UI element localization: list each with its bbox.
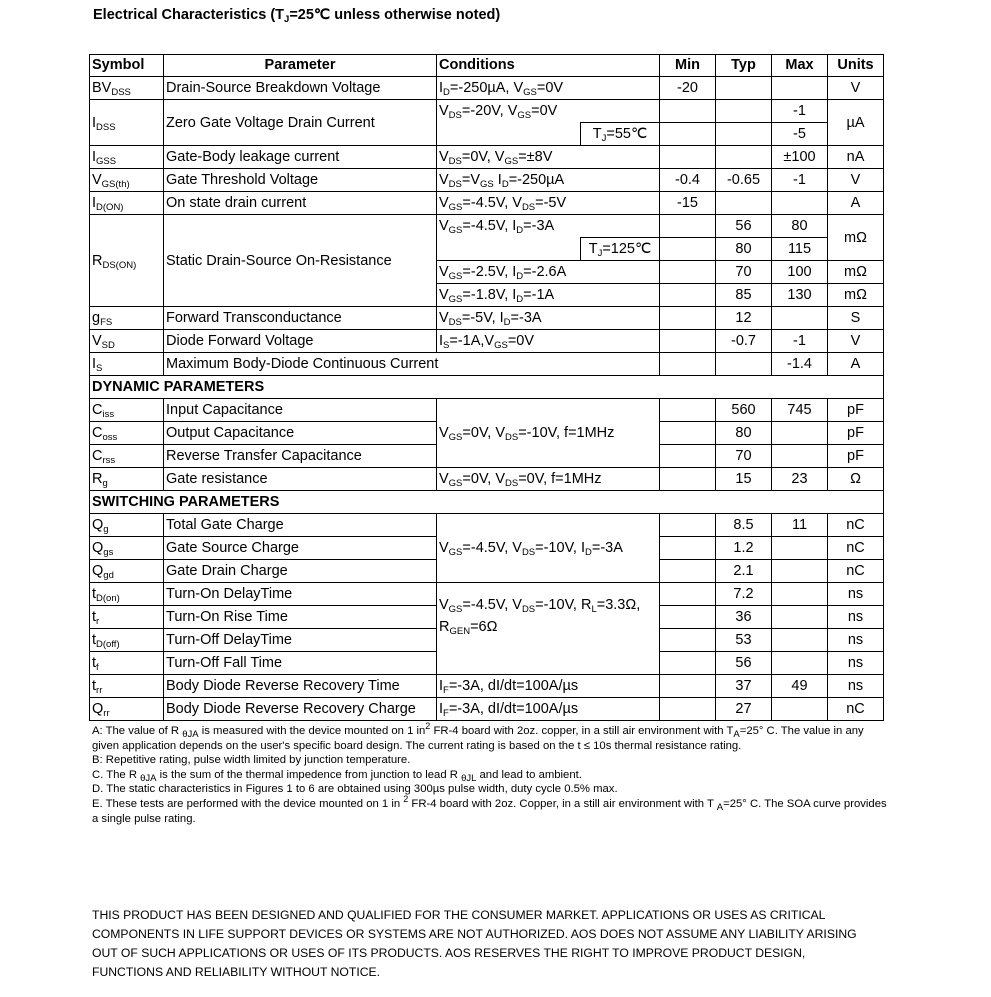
symbol: $C_{oss}$ [90, 422, 164, 445]
min [660, 583, 716, 606]
table-row [90, 399, 884, 422]
parameter: Gate Threshold Voltage [164, 169, 437, 192]
min [660, 238, 716, 261]
conditions: $V_{GS}=-4.5V$, $I_D=-3A$ [437, 215, 660, 238]
typ: 560 [716, 399, 772, 422]
min [660, 445, 716, 468]
parameter: Gate-Body leakage current [164, 146, 437, 169]
parameter: Gate Source Charge [164, 537, 437, 560]
units: ns [828, 583, 884, 606]
min: -0.4 [660, 169, 716, 192]
typ: 80 [716, 238, 772, 261]
table-row [90, 307, 884, 330]
units: A [828, 192, 884, 215]
units: ns [828, 652, 884, 675]
header-max: Max [772, 55, 828, 77]
symbol: $R_g$ [90, 468, 164, 491]
parameter: Body Diode Reverse Recovery Charge [164, 698, 437, 721]
max [772, 698, 828, 721]
max [772, 606, 828, 629]
units: V [828, 77, 884, 100]
max: 23 [772, 468, 828, 491]
parameter: Reverse Transfer Capacitance [164, 445, 437, 468]
min [660, 468, 716, 491]
units: pF [828, 422, 884, 445]
max: 745 [772, 399, 828, 422]
electrical-characteristics-table [89, 54, 884, 721]
parameter: Turn-On DelayTime [164, 583, 437, 606]
conditions: $V_{GS}=-4.5V$, $V_{DS}=-5V$ [437, 192, 660, 215]
max [772, 560, 828, 583]
typ [716, 100, 772, 123]
footnote: D. The static characteristics in Figures 1 to 6 are obtained using 300µs pulse width, duty cycle 0.5% max. [92, 783, 618, 796]
conditions: $V_{DS}=-20V$, $V_{GS}=0V$ [437, 100, 660, 123]
symbol: $I_S$ [90, 353, 164, 376]
typ: 53 [716, 629, 772, 652]
typ: 8.5 [716, 514, 772, 537]
conditions: $I_D=-250\mu A$, $V_{GS}=0V$ [437, 77, 660, 100]
min [660, 100, 716, 123]
parameter: Turn-Off DelayTime [164, 629, 437, 652]
units: ns [828, 606, 884, 629]
conditions-temp: $T_J=55℃$ [581, 123, 660, 146]
symbol: $C_{iss}$ [90, 399, 164, 422]
max [772, 422, 828, 445]
parameter: Static Drain-Source On-Resistance [164, 215, 437, 307]
units: pF [828, 445, 884, 468]
symbol: $BV_{DSS}$ [90, 77, 164, 100]
max: -1 [772, 330, 828, 353]
conditions: $V_{GS}=-1.8V$, $I_D=-1A$ [437, 284, 660, 307]
table-row [90, 675, 884, 698]
units: ns [828, 629, 884, 652]
section-row [90, 491, 884, 514]
table-row [90, 146, 884, 169]
typ: 27 [716, 698, 772, 721]
parameter: Drain-Source Breakdown Voltage [164, 77, 437, 100]
header-symbol: Symbol [90, 55, 164, 77]
parameter: Forward Transconductance [164, 307, 437, 330]
min [660, 284, 716, 307]
max: 49 [772, 675, 828, 698]
typ: -0.7 [716, 330, 772, 353]
conditions: $V_{GS}=-4.5V$, $V_{DS}=-10V$, $R_L=3.3\Omega$, $R_{GEN}=6\Omega$ [437, 583, 660, 675]
symbol: $t_f$ [90, 652, 164, 675]
header-parameter: Parameter [164, 55, 437, 77]
max [772, 307, 828, 330]
units: S [828, 307, 884, 330]
typ: 56 [716, 215, 772, 238]
typ: 12 [716, 307, 772, 330]
typ: 70 [716, 445, 772, 468]
symbol: $I_{GSS}$ [90, 146, 164, 169]
disclaimer-line: COMPONENTS IN LIFE SUPPORT DEVICES OR SYSTEMS ARE NOT AUTHORIZED. AOS DOES NOT ASSUME ANY LIABILITY ARISING [92, 927, 857, 941]
footnote: A: The value of R $_{\theta JA}$ is measured with the device mounted on 1 $in^2$ FR-4 board with 2oz. copper, in a still air environment with $T_A=25^\circ$ C. The value in any given application depends on the user's specific board design. The current rating is based on the t ≤ 10s thermal resistance rating. [92, 721, 864, 752]
parameter: Turn-Off Fall Time [164, 652, 437, 675]
units: V [828, 169, 884, 192]
typ [716, 192, 772, 215]
conditions: $V_{GS}=0V$, $V_{DS}=0V$, f=1MHz [437, 468, 660, 491]
parameter: Body Diode Reverse Recovery Time [164, 675, 437, 698]
conditions: $I_S=-1A,V_{GS}=0V$ [437, 330, 660, 353]
parameter: Output Capacitance [164, 422, 437, 445]
parameter: On state drain current [164, 192, 437, 215]
table-row [90, 192, 884, 215]
typ [716, 77, 772, 100]
units: V [828, 330, 884, 353]
min [660, 399, 716, 422]
symbol: $t_{rr}$ [90, 675, 164, 698]
parameter: Input Capacitance [164, 399, 437, 422]
max: ±100 [772, 146, 828, 169]
conditions: $I_F=-3A$, dI/dt=100A/µs [437, 698, 660, 721]
conditions: $V_{DS}=-5V$, $I_D=-3A$ [437, 307, 660, 330]
header-conditions: Conditions [437, 55, 660, 77]
units: nA [828, 146, 884, 169]
max: 115 [772, 238, 828, 261]
symbol: $Q_g$ [90, 514, 164, 537]
table-row [90, 330, 884, 353]
typ: 37 [716, 675, 772, 698]
section-row [90, 376, 884, 399]
min [660, 537, 716, 560]
max [772, 629, 828, 652]
max [772, 537, 828, 560]
symbol: $V_{SD}$ [90, 330, 164, 353]
max: 100 [772, 261, 828, 284]
min [660, 307, 716, 330]
footnote: C. The R $_{\theta JA}$ is the sum of the thermal impedence from junction to lead R $_{\theta JL}$ and lead to ambient. [92, 768, 582, 784]
typ: 70 [716, 261, 772, 284]
parameter: Turn-On Rise Time [164, 606, 437, 629]
min [660, 146, 716, 169]
symbol: $I_{D(ON)}$ [90, 192, 164, 215]
typ: -0.65 [716, 169, 772, 192]
header-units: Units [828, 55, 884, 77]
symbol: $t_{D(off)}$ [90, 629, 164, 652]
disclaimer-line: OUT OF SUCH APPLICATIONS OR USES OF ITS PRODUCTS. AOS RESERVES THE RIGHT TO IMPROVE PRODUCT DESIGN, [92, 946, 806, 960]
min [660, 675, 716, 698]
symbol: $Q_{gs}$ [90, 537, 164, 560]
min [660, 422, 716, 445]
typ: 80 [716, 422, 772, 445]
min [660, 652, 716, 675]
units: pF [828, 399, 884, 422]
max: 11 [772, 514, 828, 537]
conditions: $V_{GS}=0V$, $V_{DS}=-10V$, f=1MHz [437, 399, 660, 468]
symbol: $t_r$ [90, 606, 164, 629]
max: -5 [772, 123, 828, 146]
parameter: Total Gate Charge [164, 514, 437, 537]
max [772, 583, 828, 606]
table-row [90, 583, 884, 606]
table-row [90, 698, 884, 721]
conditions: $V_{DS}=0V$, $V_{GS}=\pm 8V$ [437, 146, 660, 169]
min [660, 514, 716, 537]
typ: 7.2 [716, 583, 772, 606]
min [660, 261, 716, 284]
table-row [90, 169, 884, 192]
conditions-blank [437, 238, 581, 261]
conditions: $V_{GS}=-2.5V$, $I_D=-2.6A$ [437, 261, 660, 284]
typ: 15 [716, 468, 772, 491]
symbol: $C_{rss}$ [90, 445, 164, 468]
min [660, 353, 716, 376]
units: mΩ [828, 215, 884, 261]
typ: 85 [716, 284, 772, 307]
page-title: Electrical Characteristics ($T_J=25℃$ unless otherwise noted) [93, 7, 501, 25]
units: A [828, 353, 884, 376]
symbol: $I_{DSS}$ [90, 100, 164, 146]
table-row [90, 468, 884, 491]
section-dynamic-parameters: DYNAMIC PARAMETERS [90, 376, 884, 399]
typ [716, 146, 772, 169]
conditions-temp: $T_J=125℃$ [581, 238, 660, 261]
parameter: Zero Gate Voltage Drain Current [164, 100, 437, 146]
min [660, 560, 716, 583]
header-typ: Typ [716, 55, 772, 77]
table-row [90, 100, 884, 123]
parameter: Gate resistance [164, 468, 437, 491]
units: ns [828, 675, 884, 698]
symbol: $g_{FS}$ [90, 307, 164, 330]
parameter: Maximum Body-Diode Continuous Current [164, 353, 660, 376]
symbol: $Q_{rr}$ [90, 698, 164, 721]
section-switching-parameters: SWITCHING PARAMETERS [90, 491, 884, 514]
min [660, 698, 716, 721]
min [660, 606, 716, 629]
header-min: Min [660, 55, 716, 77]
typ: 1.2 [716, 537, 772, 560]
min [660, 629, 716, 652]
disclaimer-line: FUNCTIONS AND RELIABILITY WITHOUT NOTICE. [92, 965, 381, 979]
disclaimer [92, 906, 892, 982]
units: nC [828, 698, 884, 721]
typ [716, 353, 772, 376]
symbol: $t_{D(on)}$ [90, 583, 164, 606]
symbol: $Q_{gd}$ [90, 560, 164, 583]
units: Ω [828, 468, 884, 491]
conditions: $V_{GS}=-4.5V$, $V_{DS}=-10V$, $I_D=-3A$ [437, 514, 660, 583]
units: µA [828, 100, 884, 146]
typ [716, 123, 772, 146]
footnote: B: Repetitive rating, pulse width limited by junction temperature. [92, 754, 411, 767]
footnote: E. These tests are performed with the device mounted on 1 in $^2$ FR-4 board with 2oz. Copper, in a still air environment with T $_A$=25° C. The SOA curve provides a single pulse rating. [92, 794, 887, 825]
table-row [90, 514, 884, 537]
conditions: $V_{DS}=V_{GS}$ $I_D=-250\mu A$ [437, 169, 660, 192]
typ: 56 [716, 652, 772, 675]
max: 130 [772, 284, 828, 307]
max: -1 [772, 100, 828, 123]
footnotes [92, 721, 892, 826]
typ: 36 [716, 606, 772, 629]
parameter: Diode Forward Voltage [164, 330, 437, 353]
symbol: $V_{GS(th)}$ [90, 169, 164, 192]
max: -1.4 [772, 353, 828, 376]
conditions-blank [437, 123, 581, 146]
table-row [90, 215, 884, 238]
max: 80 [772, 215, 828, 238]
max [772, 445, 828, 468]
header-row [90, 55, 884, 77]
table-row [90, 353, 884, 376]
min [660, 330, 716, 353]
max: -1 [772, 169, 828, 192]
units: nC [828, 537, 884, 560]
conditions: $I_F=-3A$, dI/dt=100A/µs [437, 675, 660, 698]
units: mΩ [828, 261, 884, 284]
table-row [90, 77, 884, 100]
parameter: Gate Drain Charge [164, 560, 437, 583]
min: -20 [660, 77, 716, 100]
units: mΩ [828, 284, 884, 307]
units: nC [828, 560, 884, 583]
min [660, 215, 716, 238]
min: -15 [660, 192, 716, 215]
max [772, 652, 828, 675]
units: nC [828, 514, 884, 537]
disclaimer-line: THIS PRODUCT HAS BEEN DESIGNED AND QUALIFIED FOR THE CONSUMER MARKET. APPLICATIONS OR USES AS CRITICAL [92, 908, 826, 922]
symbol: $R_{DS(ON)}$ [90, 215, 164, 307]
max [772, 77, 828, 100]
min [660, 123, 716, 146]
typ: 2.1 [716, 560, 772, 583]
max [772, 192, 828, 215]
